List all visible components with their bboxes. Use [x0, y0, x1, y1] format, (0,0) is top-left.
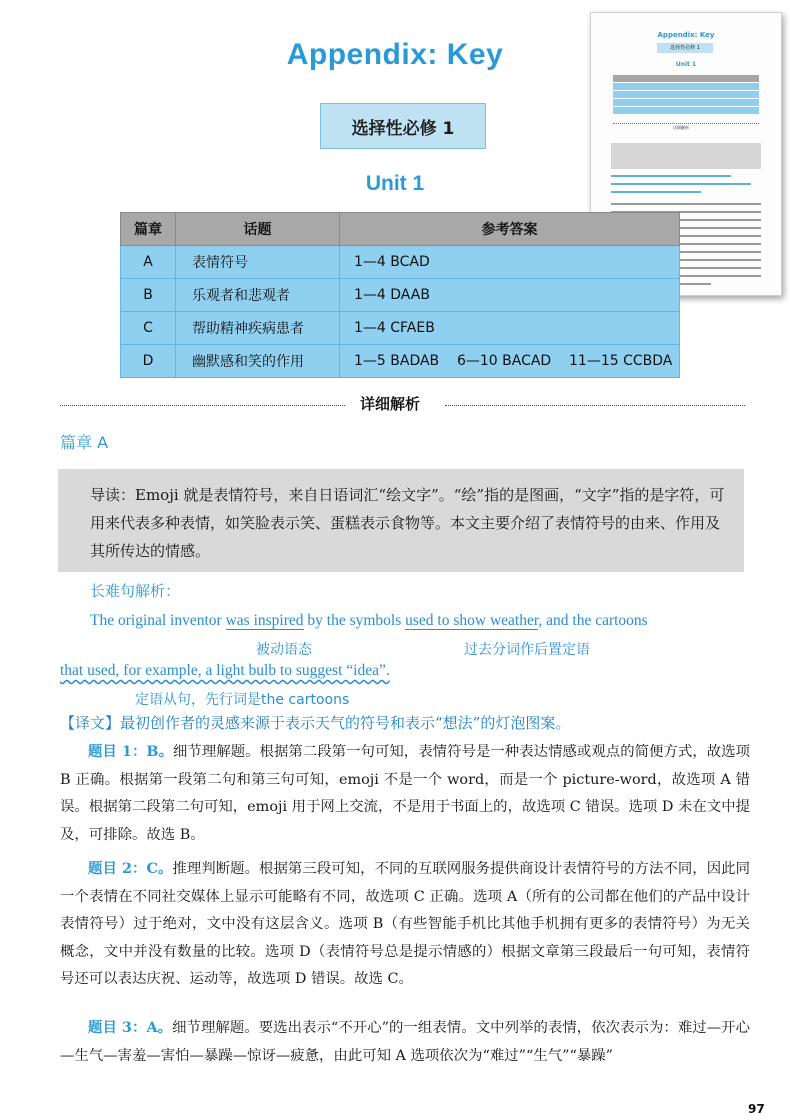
- topic-cell: 乐观者和悲观者: [176, 279, 340, 312]
- grammar-note: 定语从句，先行词是the cartoons: [135, 692, 350, 708]
- answer-cell: 1—4 CFAEB: [340, 312, 680, 345]
- question-label: 题目 3：A。: [88, 1019, 173, 1036]
- question-2-explanation: [60, 855, 750, 994]
- thumbnail-table: [613, 75, 759, 115]
- translation-tag: 【译文】: [60, 714, 121, 732]
- long-sentence-line1: [90, 612, 648, 630]
- section-cell: B: [121, 279, 176, 312]
- long-sentence-line2: [60, 662, 390, 680]
- question-1-explanation: [60, 738, 750, 849]
- page-title: Appendix: Key: [286, 38, 504, 71]
- divider-left: [60, 405, 345, 406]
- table-row: [121, 246, 680, 279]
- topic-cell: 幽默感和笑的作用: [176, 345, 340, 378]
- table-row: [121, 312, 680, 345]
- column-header: 话题: [176, 213, 340, 246]
- table-row: [121, 279, 680, 312]
- thumbnail-book-label: 选择性必修 1: [657, 43, 713, 53]
- topic-cell: 帮助精神疾病患者: [176, 312, 340, 345]
- lead-box: 导读：Emoji 就是表情符号，来自日语词汇“绘文字”。“绘”指的是图画，“文字”指的是字符，可用来代表多种表情，如笑脸表示笑、蛋糕表示食物等。本文主要介绍了表情符号的由来、作用及其所传达的情感。: [58, 469, 744, 572]
- divider-right: [445, 405, 745, 406]
- translation-line: [60, 712, 570, 733]
- unit-heading: Unit 1: [365, 172, 425, 195]
- topic-cell: 表情符号: [176, 246, 340, 279]
- explanation-text: 细节理解题。要选出表示“不开心”的一组表情。文中列举的表情，依次表示为：难过—开心—生气—害羞—害怕—暴躁—惊讶—疲惫，由此可知 A 选项依次为“难过”“生气”“暴躁”: [60, 1020, 750, 1064]
- analysis-title: 长难句解析：: [90, 582, 181, 600]
- grammar-note: 被动语态: [256, 642, 312, 658]
- sentence-text: , and the cartoons: [538, 612, 648, 629]
- section-cell: C: [121, 312, 176, 345]
- thumbnail-title: Appendix: Key: [657, 31, 715, 39]
- explanation-text: 推理判断题。根据第三段可知，不同的互联网服务提供商设计表情符号的方法不同，因此同一个表情在不同社交媒体上显示可能略有不同，故选项 C 正确。选项 A（所有的公司都在他们的产品中设计表情符号）过于绝对，文中没有这层含义。选项 B（有些智能手机比其他手机拥有更多的表情符号）为无关概念，文中并没有数量的比较。选项 D（表情符号总是提示情感的）根据文章第三段最后一句可知，表情符号还可以表达庆祝、运动等，故选项 D 错误。故选 C。: [60, 861, 750, 987]
- thumbnail-detail-label: 详细解析: [673, 125, 689, 130]
- attributive-clause: that used, for example, a light bulb to suggest “idea”.: [60, 662, 390, 679]
- answer-cell: 1—4 DAAB: [340, 279, 680, 312]
- answer-cell: 1—4 BCAD: [340, 246, 680, 279]
- page-number: 97: [748, 1102, 765, 1116]
- grammar-note: 过去分词作后置定语: [464, 642, 590, 658]
- question-3-explanation: [60, 1014, 750, 1070]
- question-label: 题目 2：C。: [88, 860, 173, 877]
- column-header: 篇章: [121, 213, 176, 246]
- section-cell: A: [121, 246, 176, 279]
- answer-cell: 1—5 BADAB 6—10 BACAD 11—15 CCBDA: [340, 345, 680, 378]
- question-label: 题目 1：B。: [88, 743, 173, 760]
- translation-text: 最初创作者的灵感来源于表示天气的符号和表示“想法”的灯泡图案。: [120, 714, 571, 732]
- answer-table: [120, 212, 680, 378]
- sentence-text: The original inventor: [90, 612, 226, 629]
- detail-label: 详细解析: [360, 395, 421, 413]
- sentence-text: by the symbols: [303, 612, 406, 629]
- section-heading: 篇章 A: [60, 433, 109, 452]
- book-label: 选择性必修 1: [320, 103, 486, 149]
- thumbnail-lead-box: [611, 143, 761, 169]
- participle-phrase: used to show weather: [405, 612, 539, 629]
- thumbnail-unit: Unit 1: [675, 61, 697, 68]
- table-header-row: [121, 213, 680, 246]
- column-header: 参考答案: [340, 213, 680, 246]
- table-row: [121, 345, 680, 378]
- passive-voice-phrase: was inspired: [225, 612, 304, 629]
- section-cell: D: [121, 345, 176, 378]
- explanation-text: 细节理解题。根据第二段第一句可知，表情符号是一种表达情感或观点的简便方式，故选项 B 正确。根据第一段第二句和第三句可知，emoji 不是一个 word，而是一个 picture-word，故选项 A 错误。根据第二段第二句可知，emoji 用于网上交流，不是用于书面上的，故选项 C 错误。选项 D 未在文中提及，可排除。故选 B。: [60, 744, 750, 843]
